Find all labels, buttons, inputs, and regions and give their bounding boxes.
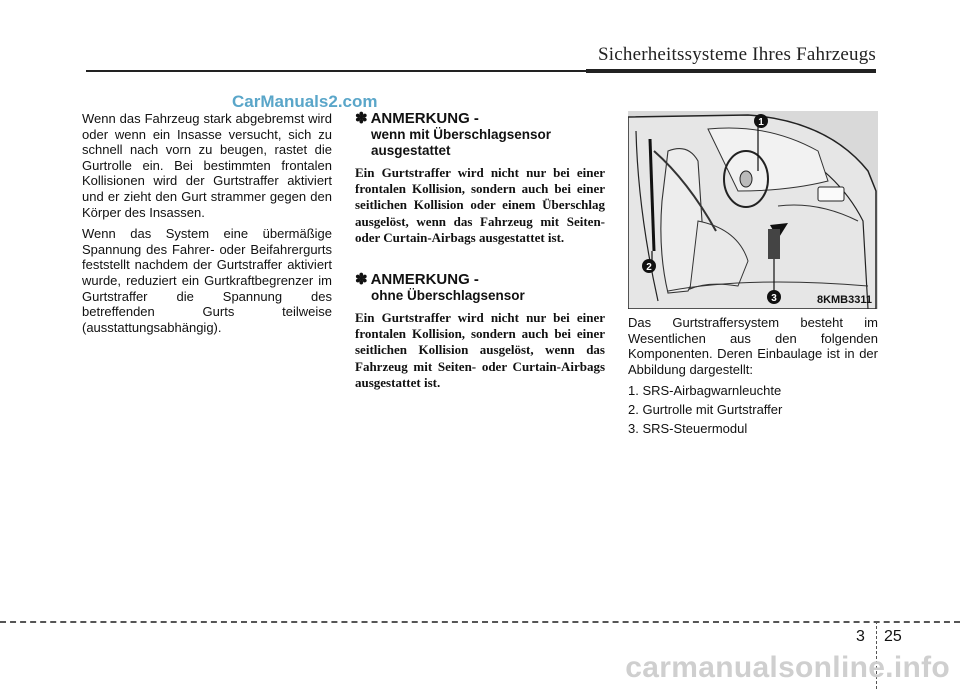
note-rollover-sensor	[355, 111, 605, 246]
paragraph-load-limiter: Wenn das System eine übermäßige Spannung des Fahrer- oder Beifahrergurts feststellt nachdem der Gurtstraffer aktiviert wurde, reduziert ein Gurtkraftbegrenzer im Gurtstraffer die Spannung des betreffenden Gurts teilweise (ausstattungsabhängig).	[82, 226, 332, 335]
note-subtitle: wenn mit Überschlagsensor ausgestattet	[371, 127, 552, 158]
column-left	[82, 111, 332, 341]
note-no-rollover-sensor	[355, 272, 605, 391]
note-title: ANMERKUNG -	[370, 110, 479, 127]
column-right	[628, 111, 878, 440]
page-header-title: Sicherheitssysteme Ihres Fahrzeugs	[597, 44, 876, 65]
paragraph-retractor: Wenn das Fahrzeug stark abgebremst wird oder wenn ein Insasse versucht, sich zu schnell nach vorn zu beugen, rastet die Gurtrolle ein. Bei bestimmten frontalen Kollisionen wird der Gurtstraffer aktiviert und er zieht den Gurt strammer gegen den Körper des Insassen.	[82, 111, 332, 220]
callout-1: 1	[758, 117, 764, 128]
note-star-icon: ✽	[355, 271, 368, 289]
car-interior-drawing	[628, 111, 878, 309]
watermark-bottom: carmanualsonline.info	[625, 651, 950, 684]
callout-3: 3	[771, 293, 777, 304]
note-heading	[355, 111, 605, 127]
callout-2: 2	[646, 262, 652, 273]
list-item: 1. SRS-Airbagwarnleuchte	[628, 383, 782, 399]
header-rule	[86, 70, 876, 72]
note-title: ANMERKUNG -	[370, 271, 479, 289]
note-subtitle: ohne Überschlagsensor	[371, 288, 525, 304]
note-heading	[355, 272, 605, 288]
column-middle	[355, 111, 605, 417]
figure-code: 8KMB3311	[816, 294, 872, 306]
section-number: 3	[856, 628, 865, 645]
note-star-icon: ✽	[355, 110, 368, 127]
page-number: 25	[884, 628, 902, 645]
list-item: 3. SRS-Steuermodul	[628, 421, 748, 437]
list-item: 2. Gurtrolle mit Gurtstraffer	[628, 402, 783, 418]
note-text: Ein Gurtstraffer wird nicht nur bei einer frontalen Kollision, sondern auch bei einer seitlichen Kollision oder einem Überschlag ausgelöst, wenn das Fahrzeug mit Seiten- oder Curtain-Airbags ausgestattet ist.	[355, 165, 605, 245]
note-text: Ein Gurtstraffer wird nicht nur bei einer frontalen Kollision, sondern auch bei einer seitlichen Kollision ausgelöst, wenn das Fahrzeug mit Seiten- oder Curtain-Airbags ausgestattet ist.	[355, 310, 605, 390]
watermark-top: CarManuals2.com	[232, 92, 378, 111]
car-interior-illustration	[628, 111, 878, 309]
paragraph-components-intro: Das Gurtstraffersystem besteht im Wesentlichen aus den folgenden Komponenten. Deren Einbaulage ist in der Abbildung dargestellt:	[628, 315, 878, 377]
footer-rule	[0, 621, 960, 623]
